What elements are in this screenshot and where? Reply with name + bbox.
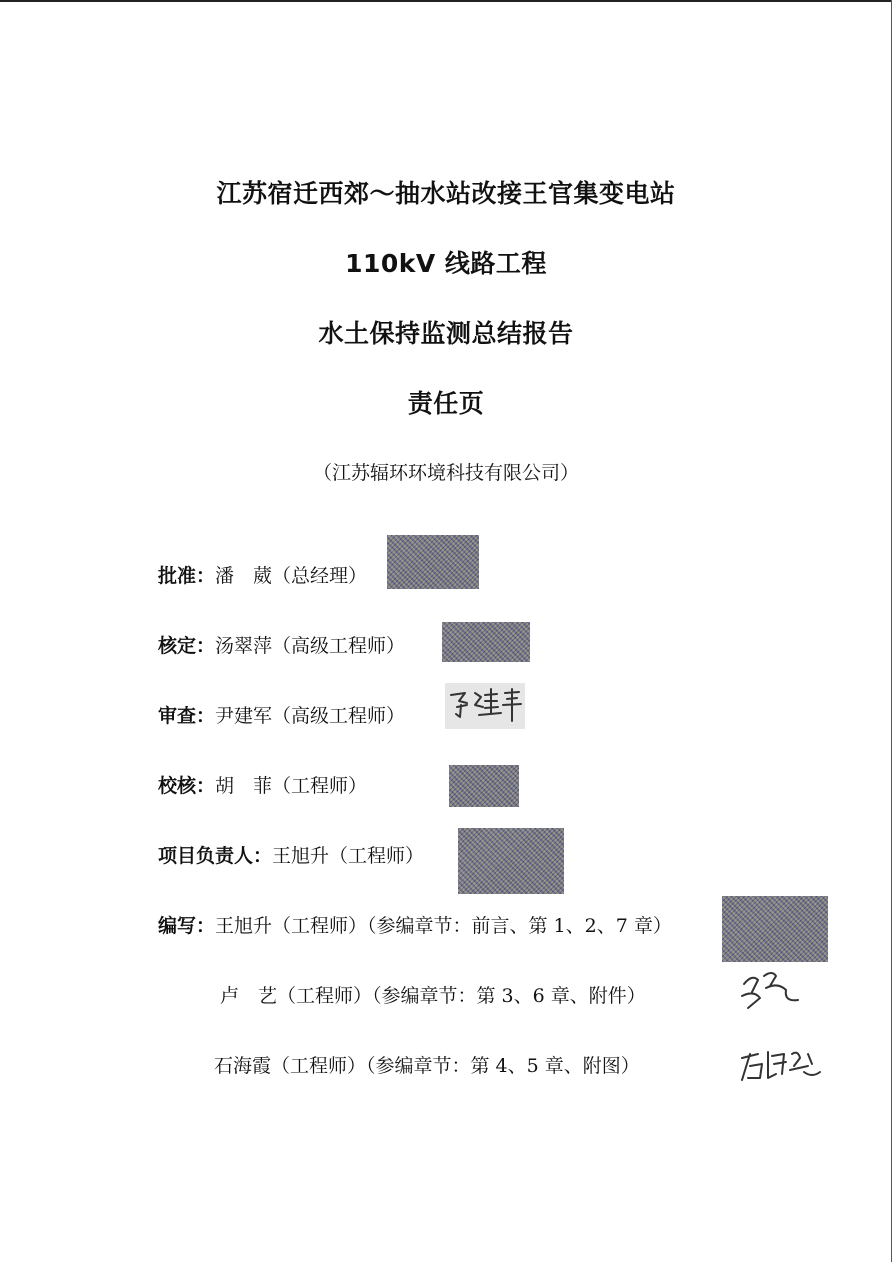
project-lead-row <box>158 842 424 870</box>
proofread-name: 胡 菲（工程师） <box>215 775 368 797</box>
authors-label: 编写： <box>158 915 216 937</box>
verify-name: 汤翠萍（高级工程师） <box>215 635 406 657</box>
author-row-1 <box>158 912 672 940</box>
author-1-text: 王旭升（工程师）（参编章节：前言、第 1、2、7 章） <box>215 915 672 937</box>
review-label: 审查： <box>158 705 216 727</box>
verify-signature-image <box>442 622 530 662</box>
report-title-line-2: 110kV 线路工程 <box>345 249 547 278</box>
author-2-text: 卢 艺（工程师）（参编章节：第 3、6 章、附件） <box>220 985 646 1007</box>
author-3-text: 石海霞（工程师）（参编章节：第 4、5 章、附图） <box>214 1055 640 1077</box>
project-lead-signature-image <box>458 828 564 894</box>
review-signature-image <box>445 683 525 729</box>
author-2-handwritten-signature-icon <box>736 962 806 1014</box>
page-title: 责任页 <box>407 389 485 418</box>
proofread-signature-image <box>449 765 519 807</box>
author-row-3 <box>214 1052 640 1080</box>
approve-row <box>158 562 367 590</box>
top-border <box>0 0 892 2</box>
verify-row <box>158 632 405 660</box>
project-lead-label: 项目负责人： <box>158 845 273 867</box>
approve-name: 潘 葳（总经理） <box>215 565 368 587</box>
author-row-2 <box>220 982 646 1010</box>
author-3-handwritten-signature-icon <box>738 1044 828 1086</box>
proofread-row <box>158 772 367 800</box>
author-1-signature-image <box>722 896 828 962</box>
review-name: 尹建军（高级工程师） <box>215 705 406 727</box>
approve-label: 批准： <box>158 565 216 587</box>
verify-label: 核定： <box>158 635 216 657</box>
report-title-line-3: 水土保持监测总结报告 <box>318 319 574 348</box>
project-lead-name: 王旭升（工程师） <box>272 845 425 867</box>
handwritten-signature-icon <box>445 683 525 729</box>
company-name: （江苏辐环环境科技有限公司） <box>312 462 579 484</box>
report-title-line-1: 江苏宿迁西郊～抽水站改接王官集变电站 <box>216 179 676 208</box>
review-row <box>158 702 405 730</box>
proofread-label: 校核： <box>158 775 216 797</box>
approve-signature-image <box>387 535 479 589</box>
